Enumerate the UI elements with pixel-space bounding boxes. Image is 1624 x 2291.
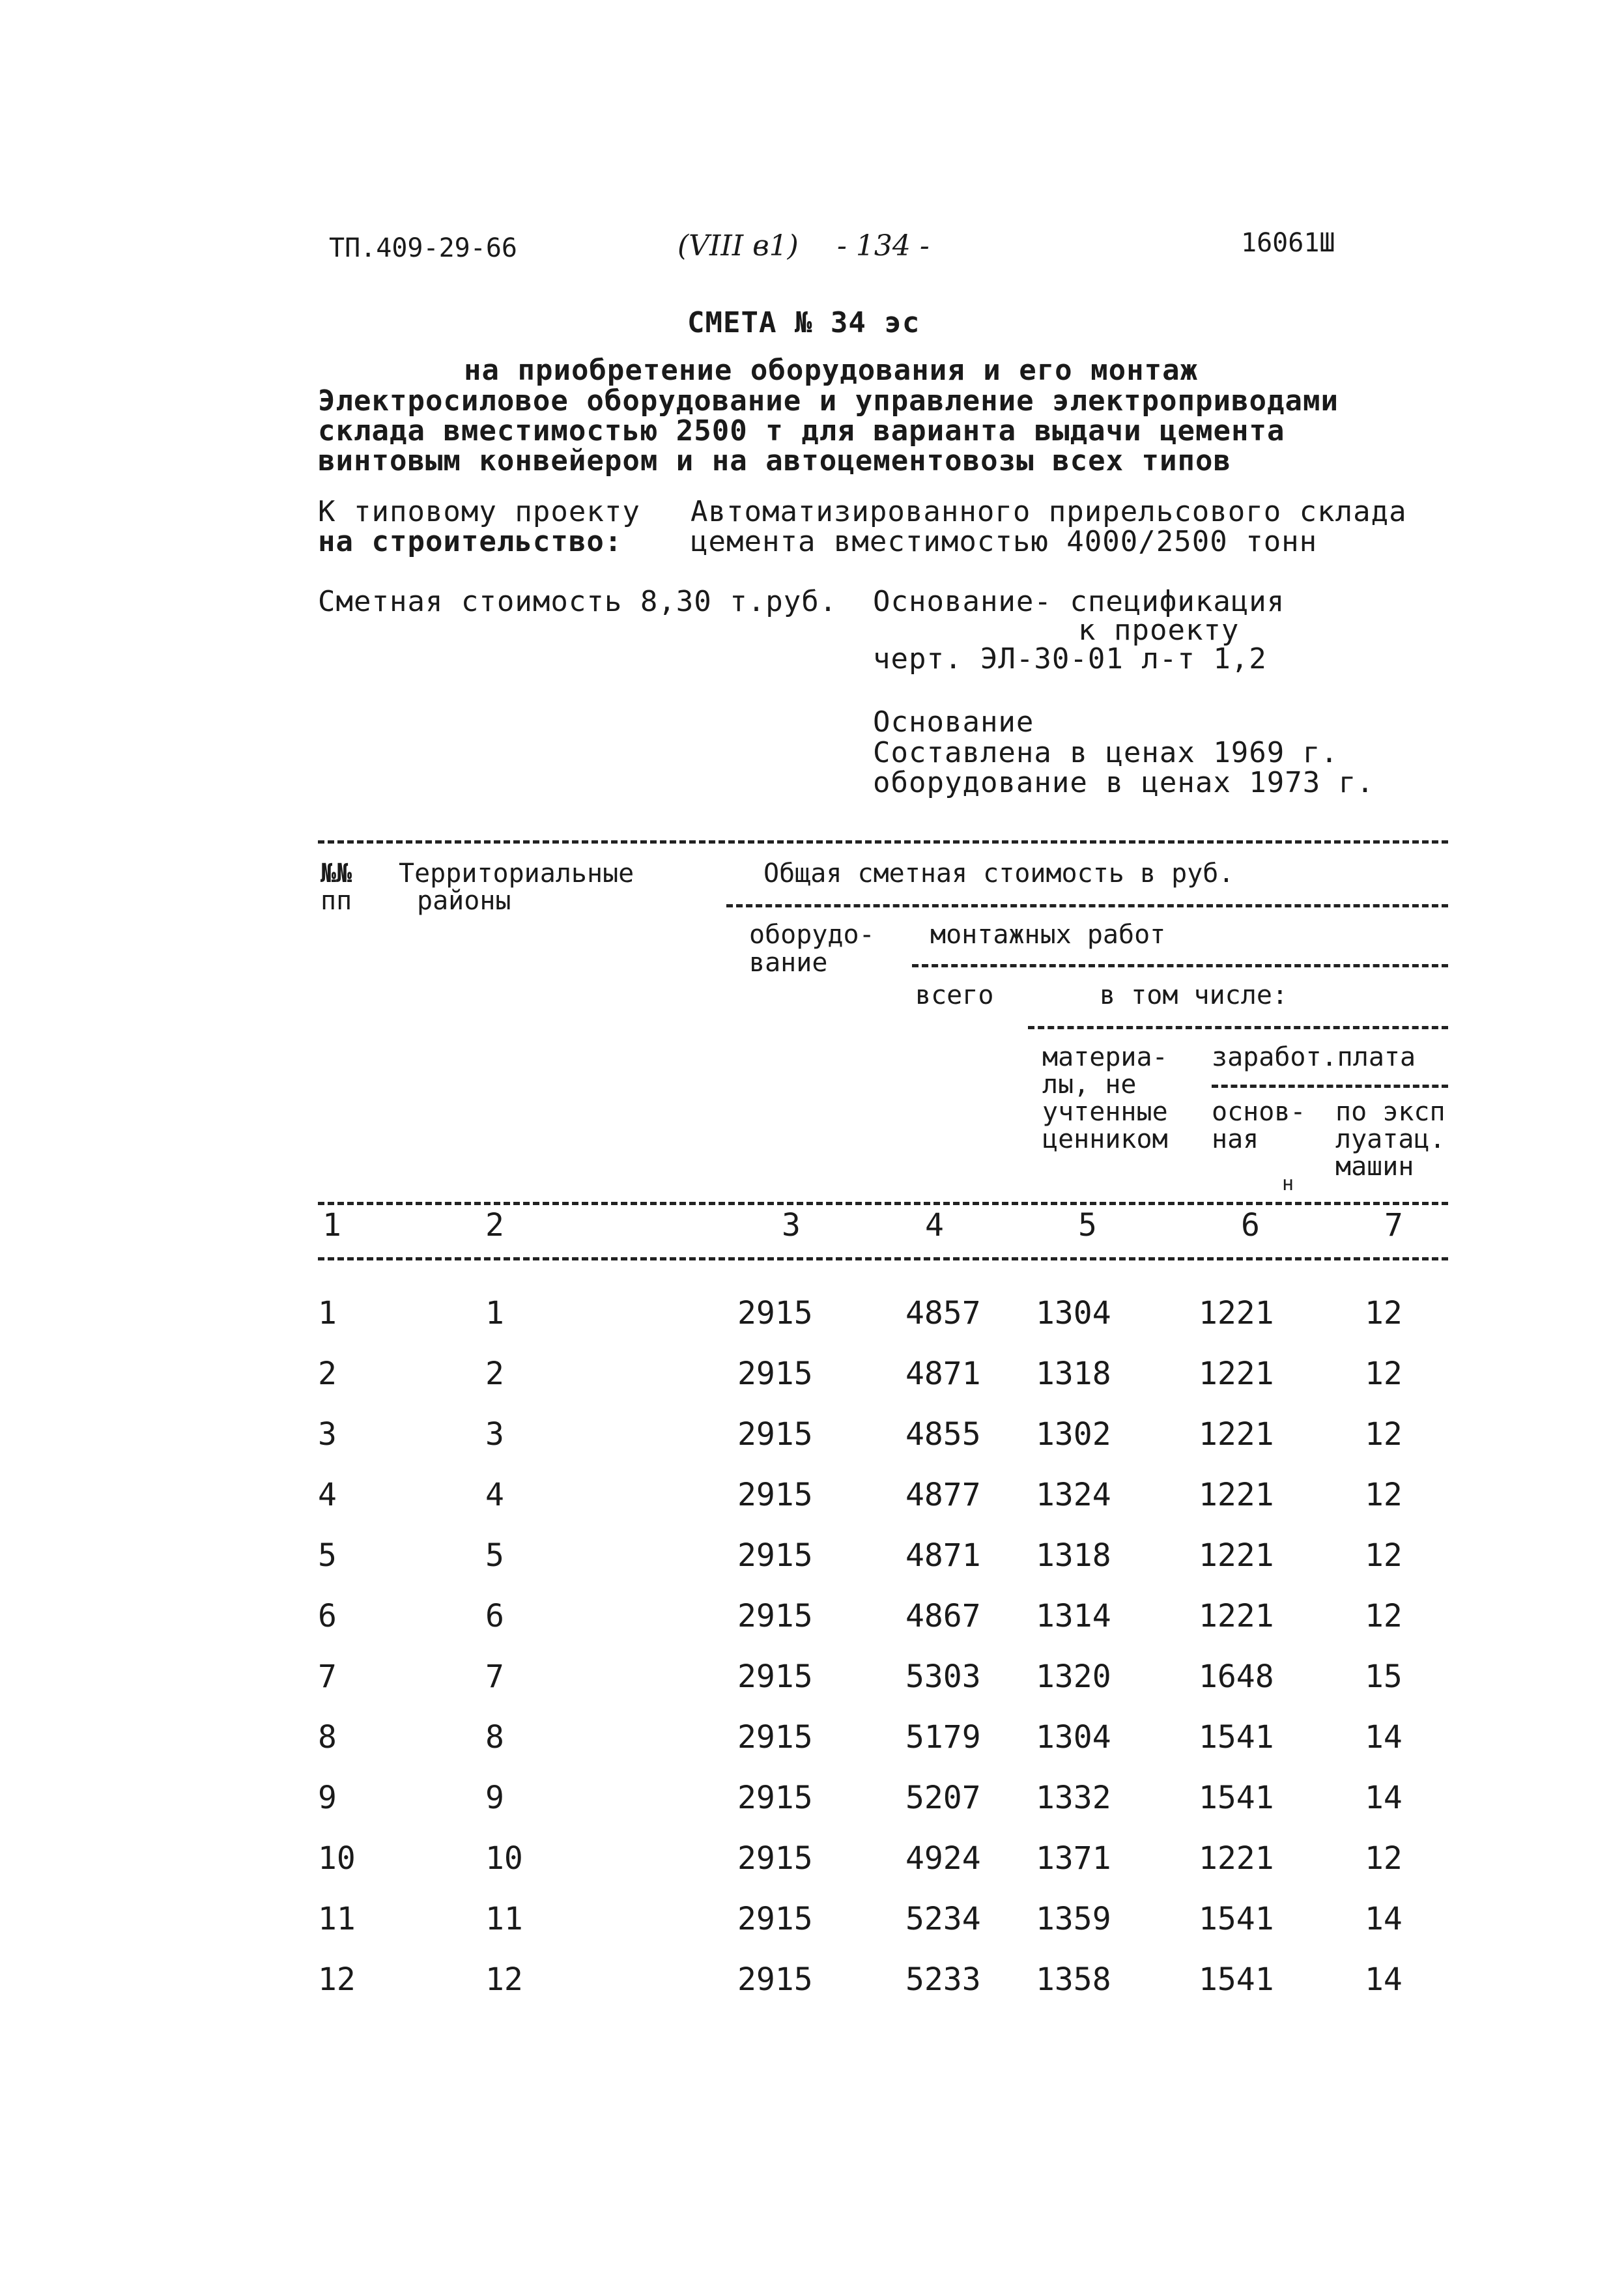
materials-cost-cell: 1332 [1036, 1780, 1111, 1816]
rule-under-including [1028, 1026, 1448, 1029]
inventory-code: 16061Ш [1241, 228, 1335, 258]
header-equipment-1: оборудо- [749, 920, 875, 950]
sheet-mark: (VIII в1) [677, 229, 799, 263]
machine-wages-cell: 12 [1365, 1537, 1403, 1574]
rule-below-col-numbers [318, 1257, 1448, 1260]
equipment-cost-cell: 2915 [737, 1780, 813, 1816]
row-number-cell: 12 [318, 1961, 356, 1998]
title-line-1: на приобретение оборудования и его монтаж [464, 354, 1199, 387]
region-cell: 3 [485, 1416, 504, 1453]
header-num-1: №№ [321, 859, 352, 889]
materials-cost-cell: 1302 [1036, 1416, 1111, 1453]
project-value-2: цемента вместимостью 4000/2500 тонн [691, 525, 1318, 558]
header-including: в том числе: [1100, 980, 1288, 1010]
col-number-7: 7 [1384, 1207, 1403, 1244]
machine-wages-cell: 12 [1365, 1356, 1403, 1392]
estimated-cost: Сметная стоимость 8,30 т.руб. [318, 585, 838, 618]
header-materials-3: учтенные [1042, 1097, 1168, 1127]
header-total: всего [915, 980, 994, 1010]
materials-cost-cell: 1314 [1036, 1598, 1111, 1634]
title-line-3: склада вместимостью 2500 т для варианта выдачи цемента [318, 414, 1285, 448]
header-region-1: Территориальные [399, 859, 634, 889]
header-equipment-2: вание [749, 948, 828, 978]
region-cell: 11 [485, 1901, 523, 1937]
basic-wages-cell: 1221 [1199, 1537, 1274, 1574]
machine-wages-cell: 12 [1365, 1598, 1403, 1634]
basic-wages-cell: 1541 [1199, 1719, 1274, 1756]
mounting-total-cell: 5179 [905, 1719, 981, 1756]
basic-wages-cell: 1221 [1199, 1416, 1274, 1453]
project-label-1: К типовому проекту [318, 495, 640, 528]
prices-1973: оборудование в ценах 1973 г. [873, 766, 1375, 799]
row-number-cell: 11 [318, 1901, 356, 1937]
col-number-4: 4 [925, 1207, 944, 1244]
col-number-6: 6 [1241, 1207, 1260, 1244]
basic-wages-cell: 1221 [1199, 1356, 1274, 1392]
mounting-total-cell: 5233 [905, 1961, 981, 1998]
basis-label: Основание [873, 705, 1034, 739]
page-number: - 134 - [837, 229, 930, 263]
region-cell: 9 [485, 1780, 504, 1816]
machine-wages-cell: 14 [1365, 1901, 1403, 1937]
row-number-cell: 10 [318, 1840, 356, 1877]
basic-wages-cell: 1221 [1199, 1295, 1274, 1331]
estimate-title: СМЕТА № 34 эс [687, 306, 920, 339]
basic-wages-cell: 1221 [1199, 1598, 1274, 1634]
header-operation-2: луатац. [1335, 1124, 1446, 1154]
materials-cost-cell: 1359 [1036, 1901, 1111, 1937]
region-cell: 8 [485, 1719, 504, 1756]
header-basic-2: ная [1212, 1124, 1259, 1154]
mounting-total-cell: 4855 [905, 1416, 981, 1453]
region-cell: 6 [485, 1598, 504, 1634]
table-top-rule [318, 840, 1448, 844]
document-code: ТП.409-29-66 [329, 233, 517, 263]
equipment-cost-cell: 2915 [737, 1537, 813, 1574]
materials-cost-cell: 1324 [1036, 1477, 1111, 1513]
header-note-mark: н [1282, 1173, 1294, 1195]
header-mounting: монтажных работ [930, 920, 1166, 950]
header-wages: заработ.плата [1212, 1042, 1416, 1072]
header-operation-3: машин [1335, 1152, 1414, 1182]
row-number-cell: 2 [318, 1356, 337, 1392]
header-operation-1: по эксп [1335, 1097, 1446, 1127]
machine-wages-cell: 15 [1365, 1658, 1403, 1695]
region-cell: 1 [485, 1295, 504, 1331]
header-total-cost: Общая сметная стоимость в руб. [763, 859, 1234, 889]
header-region-2: районы [417, 886, 511, 916]
equipment-cost-cell: 2915 [737, 1295, 813, 1331]
mounting-total-cell: 4857 [905, 1295, 981, 1331]
machine-wages-cell: 12 [1365, 1477, 1403, 1513]
equipment-cost-cell: 2915 [737, 1901, 813, 1937]
materials-cost-cell: 1304 [1036, 1719, 1111, 1756]
mounting-total-cell: 5303 [905, 1658, 981, 1695]
region-cell: 10 [485, 1840, 523, 1877]
basis-drawing: черт. ЭЛ-30-01 л-т 1,2 [873, 642, 1267, 676]
row-number-cell: 5 [318, 1537, 337, 1574]
equipment-cost-cell: 2915 [737, 1416, 813, 1453]
equipment-cost-cell: 2915 [737, 1658, 813, 1695]
basic-wages-cell: 1648 [1199, 1658, 1274, 1695]
basis-line-1: Основание- спецификация [873, 585, 1285, 618]
rule-under-mounting [912, 964, 1448, 967]
basic-wages-cell: 1541 [1199, 1780, 1274, 1816]
materials-cost-cell: 1358 [1036, 1961, 1111, 1998]
col-number-2: 2 [485, 1207, 504, 1244]
header-num-2: пп [321, 886, 352, 916]
row-number-cell: 8 [318, 1719, 337, 1756]
machine-wages-cell: 14 [1365, 1961, 1403, 1998]
region-cell: 5 [485, 1537, 504, 1574]
region-cell: 2 [485, 1356, 504, 1392]
row-number-cell: 1 [318, 1295, 337, 1331]
machine-wages-cell: 12 [1365, 1840, 1403, 1877]
header-materials-2: лы, не [1042, 1070, 1137, 1100]
project-value-1: Автоматизированного прирельсового склада [691, 495, 1407, 528]
machine-wages-cell: 12 [1365, 1416, 1403, 1453]
rule-above-col-numbers [318, 1202, 1448, 1205]
project-label-2: на строительство: [318, 525, 623, 558]
col-number-5: 5 [1078, 1207, 1097, 1244]
mounting-total-cell: 4871 [905, 1537, 981, 1574]
equipment-cost-cell: 2915 [737, 1719, 813, 1756]
materials-cost-cell: 1304 [1036, 1295, 1111, 1331]
rule-under-total [726, 904, 1448, 907]
materials-cost-cell: 1320 [1036, 1658, 1111, 1695]
region-cell: 7 [485, 1658, 504, 1695]
mounting-total-cell: 5207 [905, 1780, 981, 1816]
machine-wages-cell: 14 [1365, 1719, 1403, 1756]
header-materials-1: материа- [1042, 1042, 1168, 1072]
materials-cost-cell: 1371 [1036, 1840, 1111, 1877]
basic-wages-cell: 1221 [1199, 1477, 1274, 1513]
prices-1969: Составлена в ценах 1969 г. [873, 736, 1339, 769]
title-line-2: Электросиловое оборудование и управление электроприводами [318, 384, 1339, 418]
equipment-cost-cell: 2915 [737, 1961, 813, 1998]
equipment-cost-cell: 2915 [737, 1477, 813, 1513]
machine-wages-cell: 12 [1365, 1295, 1403, 1331]
region-cell: 4 [485, 1477, 504, 1513]
equipment-cost-cell: 2915 [737, 1598, 813, 1634]
equipment-cost-cell: 2915 [737, 1356, 813, 1392]
machine-wages-cell: 14 [1365, 1780, 1403, 1816]
mounting-total-cell: 4871 [905, 1356, 981, 1392]
header-materials-4: ценником [1042, 1124, 1168, 1154]
col-number-1: 1 [322, 1207, 341, 1244]
basic-wages-cell: 1541 [1199, 1901, 1274, 1937]
row-number-cell: 4 [318, 1477, 337, 1513]
mounting-total-cell: 4877 [905, 1477, 981, 1513]
header-basic-1: основ- [1212, 1097, 1306, 1127]
title-line-4: винтовым конвейером и на автоцементовозы всех типов [318, 444, 1232, 477]
mounting-total-cell: 4867 [905, 1598, 981, 1634]
materials-cost-cell: 1318 [1036, 1537, 1111, 1574]
basis-line-2: к проекту [1078, 614, 1240, 647]
rule-under-wages [1212, 1085, 1448, 1088]
materials-cost-cell: 1318 [1036, 1356, 1111, 1392]
row-number-cell: 3 [318, 1416, 337, 1453]
mounting-total-cell: 4924 [905, 1840, 981, 1877]
basic-wages-cell: 1221 [1199, 1840, 1274, 1877]
equipment-cost-cell: 2915 [737, 1840, 813, 1877]
col-number-3: 3 [782, 1207, 801, 1244]
region-cell: 12 [485, 1961, 523, 1998]
mounting-total-cell: 5234 [905, 1901, 981, 1937]
row-number-cell: 9 [318, 1780, 337, 1816]
basic-wages-cell: 1541 [1199, 1961, 1274, 1998]
row-number-cell: 7 [318, 1658, 337, 1695]
row-number-cell: 6 [318, 1598, 337, 1634]
